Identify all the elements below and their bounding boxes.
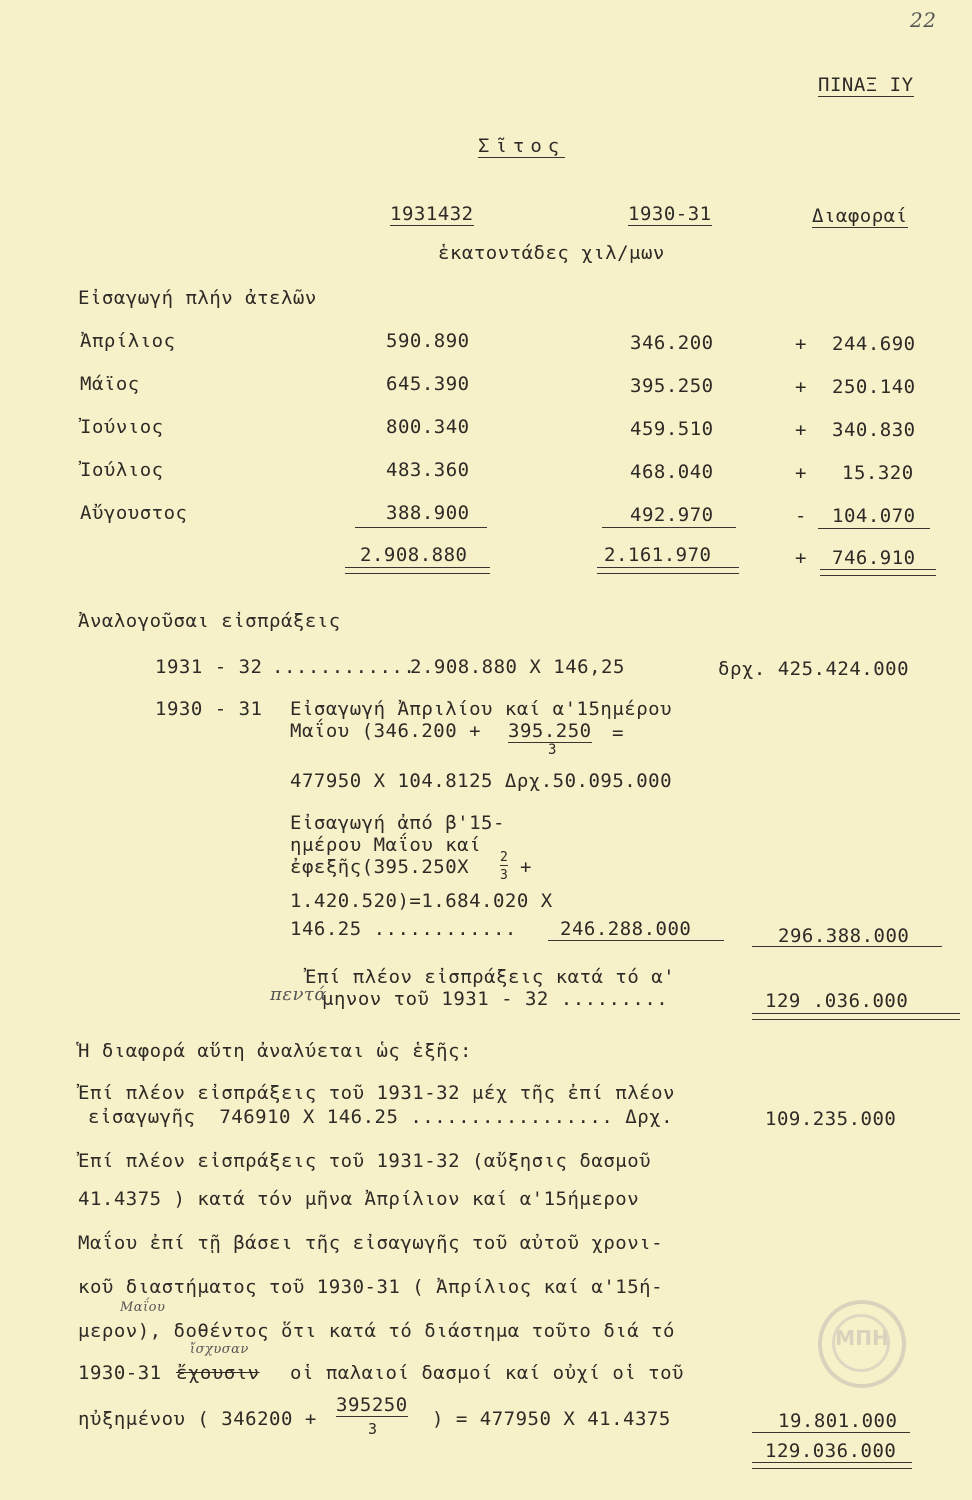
diff-value: 244.690 (832, 333, 916, 355)
leader-dots: ............ (272, 656, 416, 678)
text-line: κοῦ διαστήματος τοῦ 1930-31 ( Ἀπρίλιος καί α'15ή- (78, 1276, 664, 1298)
total-1931-32: 2.908.880 (360, 544, 468, 566)
subtotal-amount: 246.288.000 (560, 918, 692, 940)
double-rule (752, 1462, 912, 1469)
value-1930-31: 346.200 (630, 332, 714, 354)
fraction-denominator: 3 (548, 742, 557, 758)
text-line: μερον), δοθέντος ὅτι κατά τό διάστημα τοῦτο διά τό (78, 1320, 675, 1342)
year-label: 1931 - 32 (155, 656, 263, 678)
diff-value: 104.070 (832, 505, 916, 527)
amount-1930-31: 296.388.000 (778, 925, 910, 947)
rule (752, 946, 942, 947)
rule (548, 940, 724, 941)
text-line: Ἐπί πλέον εἰσπράξεις κατά τό α' (305, 966, 676, 988)
value-1931-32: 388.900 (386, 502, 470, 524)
value-1931-32: 800.340 (386, 416, 470, 438)
double-rule (752, 1013, 960, 1020)
page-number: 22 (910, 8, 937, 32)
fraction-denominator: 3 (368, 1420, 378, 1438)
text-line: 41.4375 ) κατά τόν μῆνα Ἀπρίλιον καί α'15ήμερον (78, 1188, 640, 1210)
unit-label: ἑκατοντάδες χιλ/μων (438, 242, 665, 264)
fraction-numerator: 395250 (336, 1394, 408, 1416)
diff-sign: + (795, 333, 807, 355)
total-diff: 746.910 (832, 547, 916, 569)
year-label: 1930 - 31 (155, 698, 263, 720)
value-1931-32: 645.390 (386, 373, 470, 395)
diff-sign: + (795, 462, 807, 484)
rule (818, 528, 930, 529)
section-heading-analysis: Ἡ διαφορά αὕτη ἀναλύεται ὡς ἑξῆς: (78, 1040, 472, 1062)
month-label: Αὔγουστος (80, 502, 188, 524)
amount: δρχ. 425.424.000 (718, 658, 910, 680)
surplus-amount: 129 .036.000 (765, 990, 909, 1012)
month-label: Ἀπρίλιος (80, 330, 176, 352)
struck-text: ἔχουσιν (176, 1362, 260, 1384)
rule (355, 527, 487, 528)
total-diff-sign: + (795, 547, 807, 569)
diff-sign: + (795, 376, 807, 398)
equals-sign: = (612, 722, 624, 744)
text-line: Μαΐου (346.200 + (290, 720, 482, 742)
text-line: Μαΐου ἐπί τῇ βάσει τῆς εἰσαγωγῆς τοῦ αὐτοῦ χρονι- (78, 1232, 664, 1254)
value-1931-32: 483.360 (386, 459, 470, 481)
column-header-1931-32: 1931432 (390, 203, 474, 225)
fraction-numerator: 395.250 (508, 720, 592, 742)
fraction-numerator: 2 (500, 850, 509, 865)
handwritten-note: ἴσχυσαν (190, 1342, 249, 1357)
column-header-differences: Διαφοραί (812, 205, 908, 227)
text-line: εἰσαγωγῆς 746910 Χ 146.25 ................. Δρχ. (88, 1106, 674, 1128)
column-header-1930-31: 1930-31 (628, 203, 712, 225)
document-title: Σῖτος (478, 135, 566, 157)
handwritten-note: πεντά (270, 984, 328, 1005)
fraction-denominator: 3 (500, 868, 509, 883)
month-label: Μάϊος (80, 373, 140, 395)
text-line: Εἰσαγωγή Ἀπριλίου καί α'15ημέρου (290, 698, 673, 720)
calc-line: 2.908.880 Χ 146,25 (410, 656, 625, 678)
value-1931-32: 590.890 (386, 330, 470, 352)
diff-value: 340.830 (832, 419, 916, 441)
section-heading-imports: Εἰσαγωγή πλήν ἀτελῶν (78, 287, 317, 309)
text-line: Ἐπί πλέον εἰσπράξεις τοῦ 1931-32 μέχ τῆς ἐπί πλέον (78, 1082, 675, 1104)
text-line: 1.420.520)=1.684.020 Χ (290, 890, 553, 912)
text-line: 1930-31 (78, 1362, 162, 1384)
double-rule (820, 569, 936, 576)
double-rule (597, 567, 739, 574)
amount: 109.235.000 (765, 1108, 897, 1130)
text-line: ηὐξημένου ( 346200 + (78, 1408, 317, 1430)
text-line: μηνον τοῦ 1931 - 32 ......... (322, 988, 669, 1010)
text-line: Εἰσαγωγή ἀπό β'15- (290, 812, 505, 834)
plus-sign: + (520, 856, 532, 878)
diff-value: 15.320 (842, 462, 914, 484)
text-line: ) = 477950 Χ 41.4375 (432, 1408, 671, 1430)
amount: 19.801.000 (778, 1410, 898, 1432)
text-line: 477950 Χ 104.8125 Δρχ.50.095.000 (290, 770, 673, 792)
total-1930-31: 2.161.970 (604, 544, 712, 566)
value-1930-31: 395.250 (630, 375, 714, 397)
text-line: 146.25 ............ (290, 918, 517, 940)
text-line: οἱ παλαιοί δασμοί καί οὐχί οἱ τοῦ (290, 1362, 684, 1384)
text-line: Ἐπί πλέον εἰσπράξεις τοῦ 1931-32 (αὔξησις δασμοῦ (78, 1150, 652, 1172)
diff-sign: - (795, 505, 807, 527)
double-rule (345, 567, 490, 574)
rule (752, 1432, 910, 1433)
rule (602, 527, 736, 528)
value-1930-31: 492.970 (630, 504, 714, 526)
value-1930-31: 459.510 (630, 418, 714, 440)
stamp-monogram: ΜΠΗ (835, 1326, 889, 1350)
archive-stamp (818, 1300, 906, 1388)
diff-sign: + (795, 419, 807, 441)
month-label: Ἰούλιος (80, 459, 164, 481)
table-label: ΠΙΝΑΞ ΙΥ (818, 74, 914, 96)
section-heading-receipts: Ἀναλογοῦσαι εἰσπράξεις (78, 610, 341, 632)
diff-value: 250.140 (832, 376, 916, 398)
handwritten-note: Μαΐου (120, 1300, 166, 1315)
month-label: Ἰούνιος (80, 416, 164, 438)
grand-total: 129.036.000 (765, 1440, 897, 1462)
value-1930-31: 468.040 (630, 461, 714, 483)
text-line: ημέρου Μαΐου καί (290, 834, 482, 856)
text-line: ἐφεξῆς(395.250Χ (290, 856, 470, 878)
